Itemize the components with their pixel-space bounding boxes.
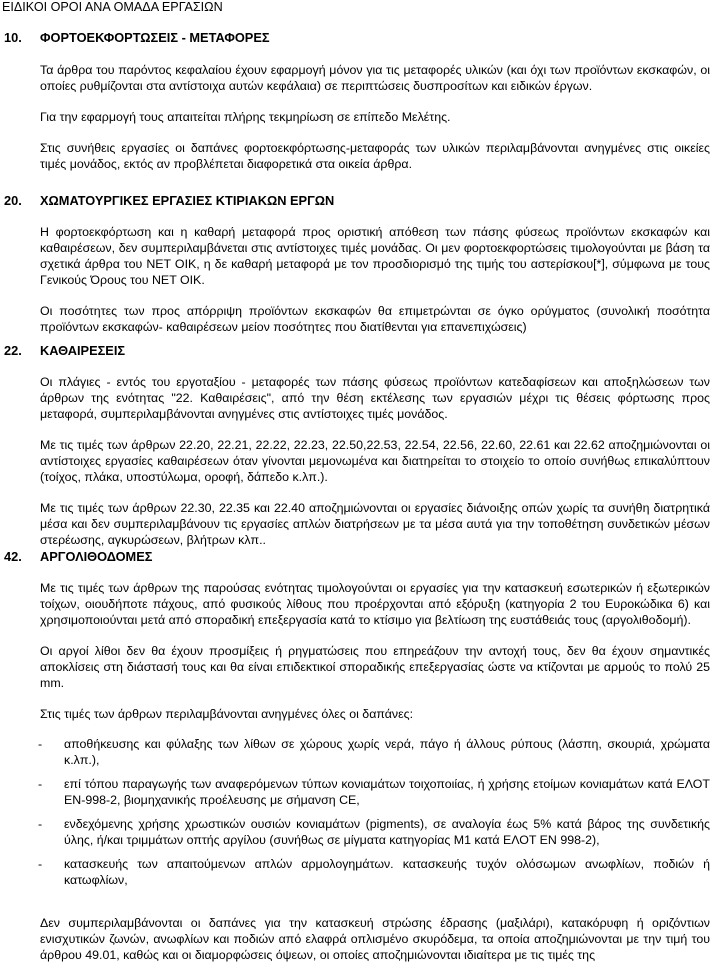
paragraph: Στις τιμές των άρθρων περιλαμβάνονται ανηγμένες όλες οι δαπάνες: [40, 707, 414, 721]
list-item-text: ενδεχόμενης χρήσης χρωστικών ουσιών κονιαμάτων (pigments), σε αναλογία έως 5% κατά βάρος της συνδετικής ύλης, ή/και τριμμάτων οπτής αργίλου (συνήθως σε μίγματα κατηγορίας Μ1 κατά ΕΛΟΤ ΕΝ 998-2), [64, 817, 710, 847]
paragraph: Οι ποσότητες των προς απόρριψη προϊόντων εκσκαφών θα επιμετρώνται σε όγκο ορύγματος (συνολική ποσότητα προϊόντων εκσκαφών- καθαιρέσεων μείον ποσότητες που διατίθενται για επανεπιχώσεις) [40, 304, 710, 334]
section-number: 42. [4, 549, 22, 564]
section-42 [0, 549, 718, 963]
paragraph: Με τις τιμές των άρθρων 22.30, 22.35 και 22.40 αποζημιώνονται οι εργασίες διάνοιξης οπών χωρίς τα συνήθη διατρητικά μέσα και δεν συμπεριλαμβάνουν τις εργασίες απλών διατρήσεων με τα μέσα αυτά για την τοποθέτηση συνδετικών μέσων στερέωσης, αγκυρώσεων, βλήτρων κλπ.. [40, 501, 710, 547]
section-number: 22. [4, 343, 22, 358]
list-item [38, 856, 710, 888]
paragraph: Η φορτοεκφόρτωση και η καθαρή μεταφορά προς οριστική απόθεση των πάσης φύσεως προϊόντων εκσκαφών και καθαιρέσεων, δεν συμπεριλαμβάνεται στις αντίστοιχες τιμές μονάδας. Οι μεν φορτοεκφορτώσεις τιμολογούνται με βάση τα σχετικά άρθρα του ΝΕΤ ΟΙΚ, η δε καθαρή μεταφορά με τον προσδιορισμό της τιμής του αστερίσκου[*], σύμφωνα με τους Γενικούς Όρους του ΝΕΤ ΟΙΚ. [40, 225, 710, 287]
dash-marker: - [38, 857, 43, 871]
paragraph: Στις συνήθεις εργασίες οι δαπάνες φορτοεκφόρτωσης-μεταφοράς των υλικών περιλαμβάνονται ανηγμένες στις οικείες τιμές μονάδος, εκτός αν προβλέπεται διαφορετικά στα οικεία άρθρα. [40, 141, 710, 171]
list-item [38, 776, 710, 808]
list-item [38, 736, 710, 768]
section-heading [0, 30, 718, 48]
paragraph: Οι αργοί λίθοι δεν θα έχουν προσμίξεις ή ρηγματώσεις που επηρεάζουν την αντοχή τους, δεν θα έχουν σημαντικές αποκλίσεις στη διάστασή τους και θα είναι επιδεκτικοί σποραδικής επεξεργασίας ώστε να κτίζονται με αρμούς το πολύ 25 mm. [40, 644, 710, 690]
list-item-text: κατασκευής των απαιτούμενων απλών αρμολογημάτων. κατασκευής τυχόν ολόσωμων ανωφλίων, ποδιών ή κατωφλίων, [64, 857, 710, 887]
list-item-text: επί τόπου παραγωγής των αναφερόμενων τύπων κονιαμάτων τοιχοποιίας, ή χρήσης ετοίμων κονιαμάτων κατά ΕΛΟΤ ΕΝ-998-2, βιομηχανικής προέλευσης με σήμανση CE, [64, 777, 710, 807]
dash-marker: - [38, 817, 43, 831]
section-title: ΧΩΜΑΤΟΥΡΓΙΚΕΣ ΕΡΓΑΣΙΕΣ ΚΤΙΡΙΑΚΩΝ ΕΡΓΩΝ [40, 193, 335, 208]
section-22 [0, 343, 718, 548]
paragraph: Με τις τιμές των άρθρων 22.20, 22.21, 22.22, 22.23, 22.50,22.53, 22.54, 22.56, 22.60, 22.61 και 22.62 αποζημιώνονται οι αντίστοιχες εργασίες καθαιρέσεων όταν γίνονται μεμονωμένα και διατηρείται το στοιχείο το οποίο συνήθως επικαλύπτουν (τοίχος, πλάκα, υποστύλωμα, οροφή, δάπεδο κ.λπ.). [40, 438, 710, 484]
paragraph: Οι πλάγιες - εντός του εργοταξίου - μεταφορές των πάσης φύσεως προϊόντων κατεδαφίσεων και αποξηλώσεων των άρθρων της ενότητας "22. Καθαιρέσεις", από την θέση εκτέλεσης των εργασιών μέχρι τις θέσεις φόρτωσης προς μεταφορά, συμπεριλαμβάνονται ανηγμένες στις αντίστοιχες τιμές μονάδος. [40, 375, 710, 421]
paragraph: Για την εφαρμογή τους απαιτείται πλήρης τεκμηρίωση σε επίπεδο Μελέτης. [40, 110, 451, 124]
paragraph: Με τις τιμές των άρθρων της παρούσας ενότητας τιμολογούνται οι εργασίες για την κατασκευή εσωτερικών ή εξωτερικών τοίχων, οιουδήποτε πάχους, από φυσικούς λίθους που προέρχονται από εξόρυξη (κατηγορία 2 του Ευροκώδικα 6) και χρησιμοποιούνται μετά από σποραδική επεξεργασία κατά το κτίσιμο για βελτίωση της ευστάθειάς τους (αργολιθοδομή). [40, 581, 710, 627]
bullet-list [0, 736, 718, 888]
closing-paragraph: Δεν συμπεριλαμβάνονται οι δαπάνες για την κατασκευή στρώσης έδρασης (μαξιλάρι), κατακόρυφη ή οριζόντιων ενισχυτικών ζωνών, ανωφλίων και ποδιών από ελαφρά οπλισμένο σκυρόδεμα, τα οποία αποζημιώνονται με την τιμή του άρθρου 49.01, καθώς και οι διαμορφώσεις όψεων, οι οποίες αποζημιώνονται ιδιαίτερα με τις τιμές της [40, 916, 710, 962]
list-item-text: αποθήκευσης και φύλαξης των λίθων σε χώρους χωρίς νερά, πάγο ή άλλους ρύπους (λάσπη, σκουριά, χρώματα κ.λπ.), [64, 737, 710, 767]
dash-marker: - [38, 777, 43, 791]
paragraph: Τα άρθρα του παρόντος κεφαλαίου έχουν εφαρμογή μόνον για τις μεταφορές υλικών (και όχι των προϊόντων εκσκαφών, οι οποίες ρυθμίζονται στα αντίστοιχα αυτών κεφάλαια) σε περιπτώσεις δυσπροσίτων και ειδικών έργων. [40, 63, 710, 93]
list-item [38, 816, 710, 848]
section-title: ΑΡΓΟΛΙΘΟΔΟΜΕΣ [40, 549, 153, 564]
section-title: ΚΑΘΑΙΡΕΣΕΙΣ [40, 343, 126, 358]
section-heading [0, 343, 718, 361]
section-title: ΦΟΡΤΟΕΚΦΟΡΤΩΣΕΙΣ - ΜΕΤΑΦΟΡΕΣ [40, 30, 270, 45]
section-20 [0, 193, 718, 335]
section-number: 20. [4, 193, 22, 208]
document-title: ΕΙΔΙΚΟΙ ΟΡΟΙ ΑΝΑ ΟΜΑΔΑ ΕΡΓΑΣΙΩΝ [2, 0, 223, 14]
section-number: 10. [4, 30, 22, 45]
section-heading [0, 193, 718, 211]
section-10 [0, 30, 718, 172]
dash-marker: - [38, 737, 43, 751]
section-heading [0, 549, 718, 567]
